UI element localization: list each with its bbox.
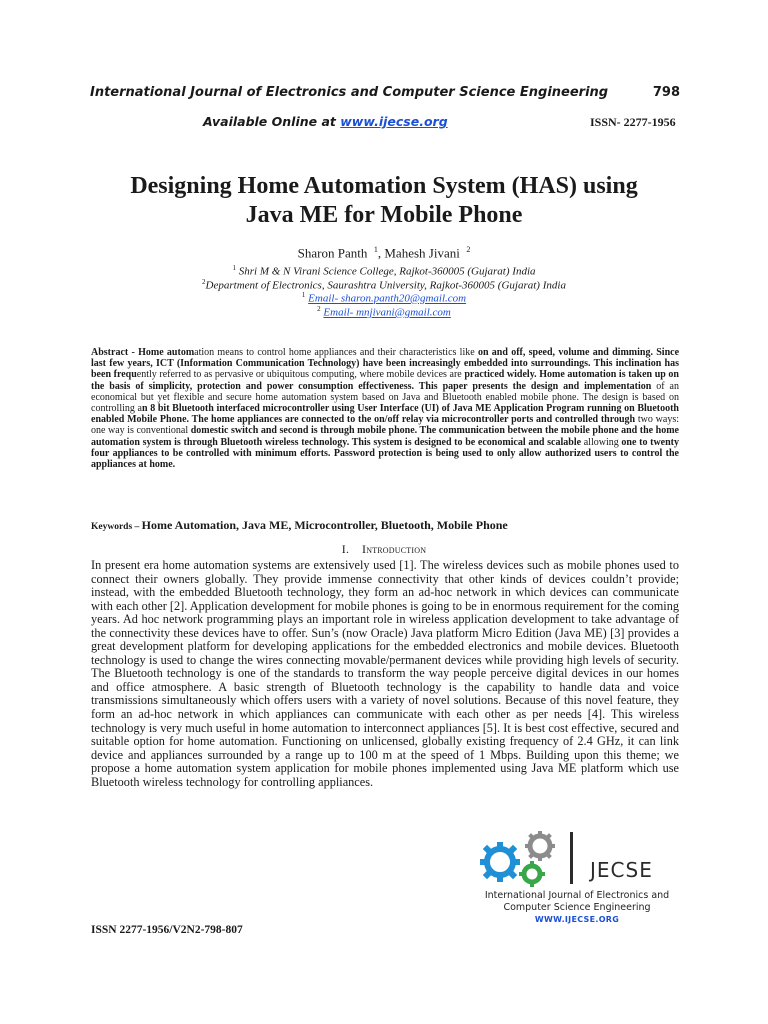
abstract-text-i: allowing [581,436,622,448]
email-1-sup: 1 [301,291,306,299]
abstract-text-j: one to twenty four appliances to be controlled with minimum efforts. Password protection is being used to only allow authorized users to control the appliances at home. [91,436,680,471]
footer-issn: ISSN 2277-1956/V2N2-798-807 [91,924,243,936]
abstract-text-b: on and off, speed, volume and dimming. Since last few years, ICT (Information Communication Technology) have been increasingly embedded into surroundings. This inclination has been frequ [91,347,680,381]
blue-gear-icon [480,842,520,882]
abstract-text-f: n 8 bit Bluetooth interfaced microcontroller using User Interface (UI) of Java ME Application Program running on Bluetooth enabled Mobile Phone. The home appliances are connected to the on/off relay via microcontroller ports and controlled through [91,403,679,426]
author-2: Mahesh Jivani [384,245,460,261]
email-2-link[interactable]: Email- mnjivani@gmail.com [323,306,451,319]
journal-website-link[interactable]: www.ijecse.org [340,114,448,129]
green-gear-icon [519,861,545,887]
available-prefix: Available Online at [203,114,341,129]
author-separator: , [377,245,385,261]
logo-line-2: Computer Science Engineering [503,902,651,913]
abstract [91,347,679,470]
author-2-sup: 2 [466,245,471,254]
section-heading-introduction [0,542,768,557]
affiliation-2 [0,278,768,292]
page-number: 798 [652,85,680,100]
logo-name-text: JECSE [590,858,653,882]
paper-title [84,172,684,230]
section-title: Introduction [362,542,427,556]
email-1-link[interactable]: Email- sharon.panth20@gmail.com [308,292,467,305]
author-line [0,245,768,261]
email-2-sup: 2 [317,305,321,313]
affiliation-1 [0,264,768,278]
gray-gear-icon [525,831,555,861]
gears-icon [474,828,594,890]
section-number: I. [341,542,350,556]
ijecse-logo [472,828,682,943]
logo-name [590,858,653,882]
logo-bar [570,832,573,884]
available-online-line [203,114,448,129]
issn-header: ISSN- 2277-1956 [590,115,676,129]
abstract-text-h: domestic switch and second is through mobile phone. The communication between the mobile phone and the home automation system is through Bluetooth wireless technology. This system is designed to be economical and scalable [91,425,679,448]
abstract-label: Abstract - Home autom [91,347,195,358]
affiliation-1-text: Shri M & N Virani Science College, Rajkot-360005 (Gujarat) India [238,265,536,278]
abstract-text-a: ation means to control home appliances and their characteristics like [194,347,478,358]
abstract-text-c: ently referred to as pervasive or ubiquitous computing, where mobile devices are [136,369,465,381]
affiliation-1-sup: 1 [232,264,236,272]
affiliation-2-text: Department of Electronics, Saurashtra University, Rajkot-360005 (Gujarat) India [205,279,566,292]
keywords-list: Home Automation, Java ME, Microcontroller, Bluetooth, Mobile Phone [141,518,508,532]
author-1: Sharon Panth [297,245,368,261]
keywords [91,518,508,533]
affiliation-2-sup: 2 [202,278,206,286]
email-1 [0,291,768,305]
logo-line-1: International Journal of Electronics and [484,890,670,901]
abstract-text-e: of an economical but yet flexible and secure home automation system based on Java and Bluetooth enabled mobile phone. The design is based on controlling a [91,380,679,415]
introduction-body: In present era home automation systems are extensively used [1]. The wireless devices such as mobile phones used to connect their owners globally. They provide immense connectivity that other kinds of devices couldn’t provide; instead, with the embedded Bluetooth technology, they form an ad-hoc network in which devices can communicate with each other [2]. Application development for mobile phones is going to be in enormous requirement for the coming years. Ad hoc network programming plays an important role in wireless application development to take advantage of the connectivity these devices have to offer. Sun’s (now Oracle) Java platform Micro Edition (Java ME) [3] provides a great development platform for developing applications for the embedded electronics and mobile devices. Bluetooth technology is used to change the wires connecting movable/permanent devices while providing high levels of security. The Bluetooth technology is one of the standards to transform the way people perceive digital devices in our homes and office atmosphere. A basic strength of Bluetooth technology is the capability to handle data and voice transmissions simultaneously which offers users with a variety of novel solutions. Because of this novel feature, they form an ad-hoc network in which appliances can communicate with each other as per needs [4]. This wireless technology is very much useful in home automation to interconnect appliances [5]. It is best cost effective, secured and suitable option for home automation. Functioning on unlicensed, globally existing frequency of 2.4 GHz, it can link device and appliances surrounded by a range up to 100 m at the speed of 1 Mbps. Building upon this theme; we propose a home automation system application for mobile phones implemented using Java ME platform which use Bluetooth wireless technology for controlling appliances. [91,558,679,789]
title-line-2: Java ME for Mobile Phone [245,202,523,228]
abstract-text-d: practiced widely. Home automation is taken up on the basis of simplicity, protection and power consumption effectiveness. This paper presents the design and implementation [91,369,679,392]
keywords-label: Keywords – [91,522,142,532]
author-1-sup: 1 [373,245,378,254]
abstract-text-g: two ways: one way is conventional [91,414,679,437]
logo-website: WWW.IJECSE.ORG [534,915,620,924]
title-line-1: Designing Home Automation System (HAS) using [130,173,638,199]
journal-name: International Journal of Electronics and Computer Science Engineering [90,85,609,100]
email-2 [0,305,768,319]
